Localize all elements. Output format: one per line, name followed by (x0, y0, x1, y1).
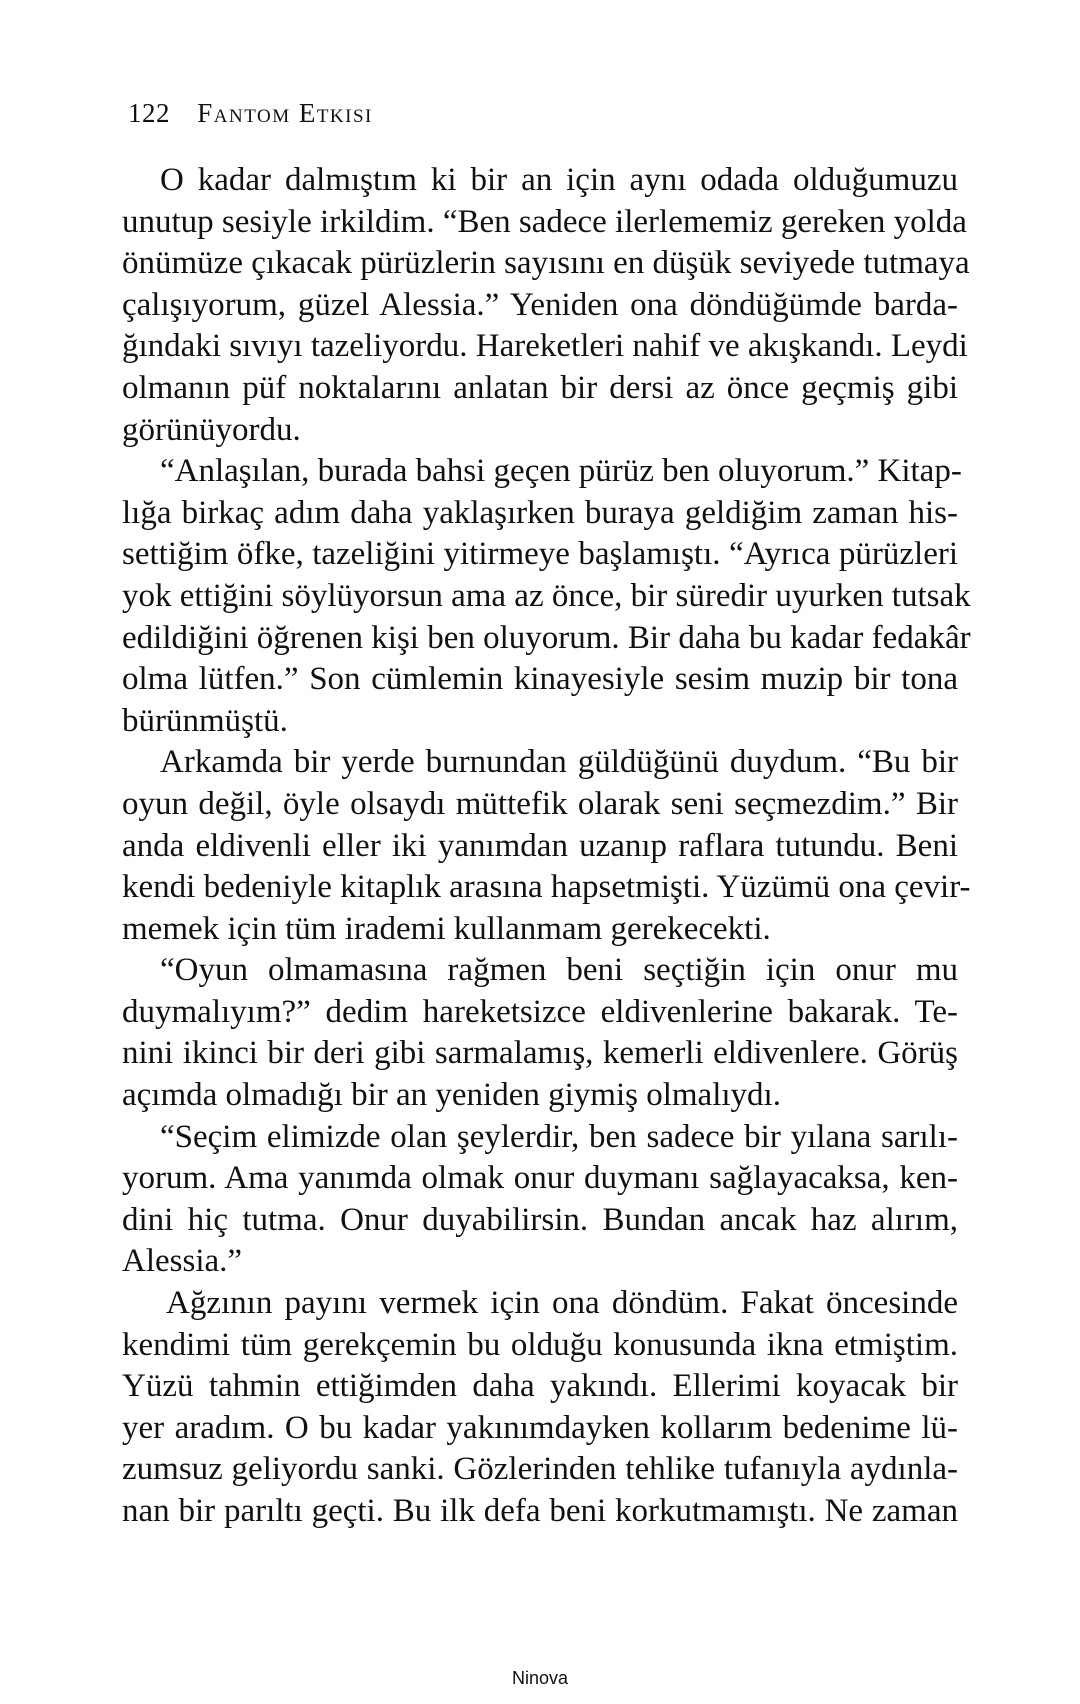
text-line: Ağzının payını vermek için ona döndüm. Fakat öncesinde (166, 1285, 958, 1322)
text-line: olma lütfen.” Son cümlemin kinayesiyle sesim muzip bir tona (122, 661, 958, 698)
text-line: yer aradım. O bu kadar yakınımdayken kollarım bedenime lü- (122, 1409, 958, 1446)
text-line: unutup sesiyle irkildim. “Ben sadece ilerlememiz gereken yolda (122, 203, 967, 240)
text-line: nini ikinci bir deri gibi sarmalamış, kemerli eldivenlere. Görüş (122, 1035, 958, 1072)
text-line: O kadar dalmıştım ki bir an için aynı odada olduğumuzu (160, 162, 958, 198)
text-line: Arkamda bir yerde burnundan güldüğünü duydum. “Bu bir (160, 744, 958, 781)
page-number: 122 (128, 98, 170, 128)
text-line: bürünmüştü. (122, 702, 288, 739)
running-header (128, 98, 373, 129)
publisher-footer: Ninova (511, 1668, 569, 1688)
text-line: nan bir parıltı geçti. Bu ilk defa beni korkutmamıştı. Ne zaman (122, 1493, 958, 1529)
text-line: yorum. Ama yanımda olmak onur duymanı sağlayacaksa, ken- (122, 1160, 958, 1197)
body-text (122, 160, 971, 1533)
text-line: oyun değil, öyle olsaydı müttefik olarak seni seçmezdim.” Bir (122, 785, 958, 822)
text-line: olmanın püf noktalarını anlatan bir dersi az önce geçmiş gibi (122, 369, 958, 406)
text-line: zumsuz geliyordu sanki. Gözlerinden tehlike tufanıyla aydınla- (122, 1451, 958, 1488)
text-line: lığa birkaç adım daha yaklaşırken buraya geldiğim zaman his- (122, 494, 958, 531)
text-line: önümüze çıkacak pürüzlerin sayısını en düşük seviyede tutmaya (122, 245, 970, 282)
text-line: Yüzü tahmin ettiğimden daha yakındı. Ellerimi koyacak bir (122, 1368, 958, 1405)
text-line: kendi bedeniyle kitaplık arasına hapsetmişti. Yüzümü ona çevir- (122, 869, 971, 906)
text-line: çalışıyorum, güzel Alessia.” Yeniden ona döndüğümde barda- (122, 286, 958, 323)
text-line: ğındaki sıvıyı tazeliyordu. Hareketleri nahif ve akışkandı. Leydi (122, 328, 968, 365)
text-line: edildiğini öğrenen kişi ben oluyorum. Bir daha bu kadar fedakâr (122, 619, 971, 656)
text-line: açımda olmadığı bir an yeniden giymiş olmalıydı. (122, 1077, 781, 1114)
book-title: Fantom Etkisi (197, 98, 373, 128)
text-line: “Seçim elimizde olan şeylerdir, ben sadece bir yılana sarılı- (160, 1118, 958, 1155)
text-line: Alessia.” (122, 1243, 243, 1280)
text-line: duymalıyım?” dedim hareketsizce eldivenlerine bakarak. Te- (122, 993, 958, 1030)
text-line: görünüyordu. (122, 411, 301, 448)
text-line: yok ettiğini söylüyorsun ama az önce, bir süredir uyurken tutsak (122, 577, 971, 614)
text-line: dini hiç tutma. Onur duyabilirsin. Bundan ancak haz alırım, (122, 1201, 958, 1238)
text-line: memek için tüm irademi kullanmam gerekecekti. (122, 910, 771, 947)
text-line: kendimi tüm gerekçemin bu olduğu konusunda ikna etmiştim. (122, 1326, 958, 1363)
text-line: “Anlaşılan, burada bahsi geçen pürüz ben oluyorum.” Kitap- (160, 453, 962, 490)
text-line: anda eldivenli eller iki yanımdan uzanıp raflara tutundu. Beni (122, 827, 958, 864)
text-line: settiğim öfke, tazeliğini yitirmeye başlamıştı. “Ayrıca pürüzleri (122, 536, 958, 573)
text-line: “Oyun olmamasına rağmen beni seçtiğin için onur mu (160, 952, 958, 989)
